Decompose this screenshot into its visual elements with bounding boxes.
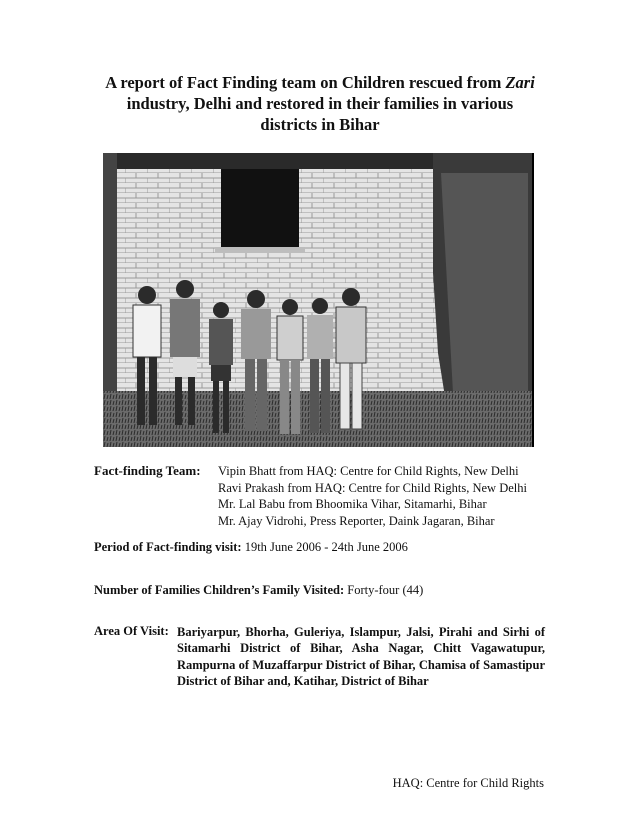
team-member: Mr. Lal Babu from Bhoomika Vihar, Sitamarhi, Bihar — [218, 497, 487, 511]
families-label: Number of Families Children’s Family Visited: — [94, 583, 345, 597]
group-photo-of-seven-children-icon — [103, 153, 534, 447]
team-label: Fact-finding Team: — [94, 463, 201, 478]
footer-organization: HAQ: Centre for Child Rights — [392, 776, 544, 790]
period-value: 19th June 2006 - 24th June 2006 — [244, 540, 408, 554]
families-value: Forty-four (44) — [347, 583, 424, 597]
team-member: Ravi Prakash from HAQ: Centre for Child Rights, New Delhi — [218, 480, 527, 495]
title-line3: districts in Bihar — [260, 115, 380, 134]
visit-period — [94, 540, 408, 555]
team-member: Mr. Ajay Vidrohi, Press Reporter, Daink Jagaran, Bihar — [218, 513, 495, 528]
title-line1: A report of Fact Finding team on Children rescued from — [105, 73, 506, 92]
report-title — [80, 72, 560, 135]
title-line2: industry, Delhi and restored in their families in various — [126, 94, 514, 113]
area-text: Bariyarpur, Bhorha, Guleriya, Islampur, Jalsi, Pirahi and Sirhi of Sitamarhi District of Bihar, Asha Nagar, Chitt Vagawatupur, Rampurna of Muzaffarpur District of Bihar, Chamisa of Samastipur District of Bihar and, Katihar, District of Bihar — [177, 625, 545, 688]
group-photo — [103, 153, 534, 447]
team-member-list — [218, 463, 527, 529]
families-visited — [94, 583, 423, 598]
period-label: Period of Fact-finding visit: — [94, 540, 242, 554]
team-member: Vipin Bhatt from HAQ: Centre for Child Rights, New Delhi — [218, 464, 519, 478]
title-italic-word: Zari — [505, 73, 535, 92]
area-label: Area Of Visit: — [94, 624, 169, 638]
